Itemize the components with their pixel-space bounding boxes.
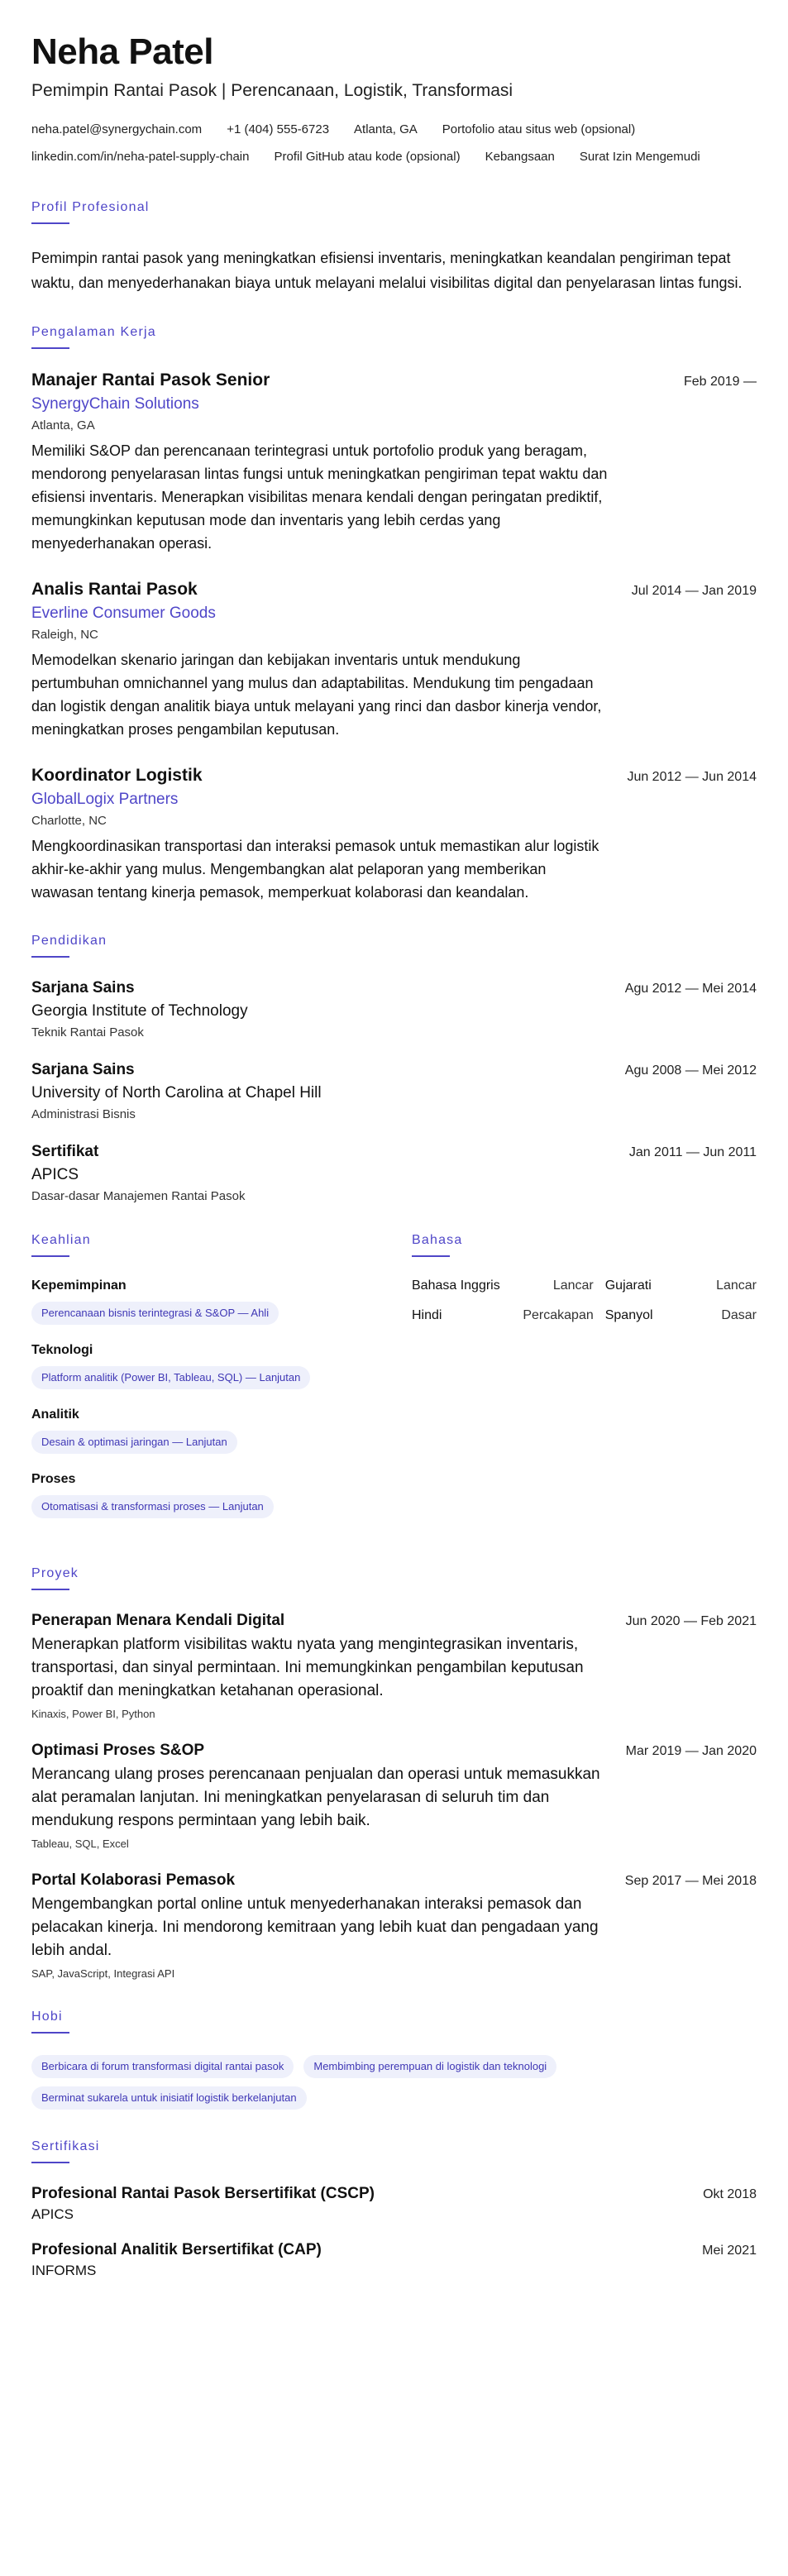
hobby-chip: Membimbing perempuan di logistik dan teknologi — [303, 2055, 556, 2078]
section-title: Pengalaman Kerja — [31, 325, 156, 339]
project-description: Merancang ulang proses perencanaan penjualan dan operasi untuk memasukkan alat peramalan lanjutan. Ini meningkatkan penyelarasan di seluruh tim dan mendukung respons permintaan yang lebih baik. — [31, 1766, 600, 1829]
section-title: Hobi — [31, 2010, 63, 2024]
contact-list — [31, 116, 757, 170]
job-description: Memodelkan skenario jaringan dan kebijakan inventaris untuk mendukung pertumbuhan omnichannel yang mulus dan adaptabilitas. Mendukung tim pengadaan dan logistik dengan analitik biaya untuk melayani yang rinci dan dasbor kinerja vendor, meningkatkan proses pengambilan keputusan. — [31, 652, 602, 738]
experience-section — [31, 325, 757, 904]
contact-nationality: Kebangsaan — [485, 150, 555, 164]
project-name: Optimasi Proses S&OP — [31, 1742, 205, 1759]
contact-location: Atlanta, GA — [354, 122, 418, 136]
school-name: Georgia Institute of Technology — [31, 1002, 248, 1020]
section-divider — [31, 222, 69, 224]
project-tech: Tableau, SQL, Excel — [31, 1838, 129, 1850]
company-name: GlobalLogix Partners — [31, 791, 179, 808]
section-divider — [31, 347, 69, 349]
section-title: Bahasa — [412, 1233, 463, 1247]
field-of-study: Teknik Rantai Pasok — [31, 1025, 144, 1039]
projects-section — [31, 1566, 757, 1980]
profile-summary: Pemimpin rantai pasok yang meningkatkan efisiensi inventaris, meningkatkan keandalan pengiriman tepat waktu, dan menyederhanakan biaya untuk melayani melalui visibilitas digital dan penyelarasan lintas fungsi. — [31, 250, 743, 291]
skill-category: Teknologi — [31, 1343, 93, 1357]
job-title: Manajer Rantai Pasok Senior — [31, 370, 270, 390]
field-of-study: Administrasi Bisnis — [31, 1107, 136, 1121]
languages-section — [412, 1233, 757, 1537]
hobby-list — [31, 2055, 676, 2110]
job-date: Feb 2019 — — [683, 375, 757, 389]
experience-entry — [31, 580, 757, 741]
project-description: Mengembangkan portal online untuk menyederhanakan interaksi pemasok dan pelacakan kinerja. Ini mendorong kemitraan yang lebih kuat dan pengadaan yang lebih andal. — [31, 1895, 599, 1959]
skill-category: Analitik — [31, 1407, 79, 1422]
certification-entry — [31, 2241, 757, 2279]
hobbies-section — [31, 2010, 757, 2110]
language-name: Gujarati — [604, 1278, 652, 1293]
certifications-section — [31, 2139, 757, 2279]
language-level: Lancar — [552, 1278, 594, 1293]
education-date: Agu 2012 — Mei 2014 — [624, 982, 757, 996]
job-description: Memiliki S&OP dan perencanaan terintegrasi untuk portofolio produk yang beragam, mendorong penyelarasan lintas fungsi untuk meningkatkan pengiriman tepat waktu dan efisiensi inventaris. Menerapkan visibilitas menara kendali dengan peringatan prediktif, memungkinkan keputusan mode dan inventaris yang lebih cerdas yang menyederhanakan operasi. — [31, 442, 608, 552]
skill-group — [31, 1472, 412, 1518]
contact-portfolio[interactable]: Portofolio atau situs web (opsional) — [442, 122, 636, 136]
degree: Sertifikat — [31, 1143, 99, 1160]
language-name: Hindi — [412, 1308, 442, 1322]
project-name: Penerapan Menara Kendali Digital — [31, 1612, 285, 1629]
skills-section — [31, 1233, 412, 1537]
job-description: Mengkoordinasikan transportasi dan interaksi pemasok untuk memastikan alur logistik akhir-ke-akhir yang mulus. Mengembangkan alat pelaporan yang memberikan wawasan tentang kinerja pemasok, memperkuat kolaborasi dan keandalan. — [31, 838, 599, 901]
experience-entry — [31, 766, 757, 904]
skill-category: Kepemimpinan — [31, 1278, 127, 1293]
project-tech: Kinaxis, Power BI, Python — [31, 1708, 155, 1720]
certification-date: Mei 2021 — [702, 2244, 757, 2258]
education-date: Agu 2008 — Mei 2012 — [624, 1063, 757, 1078]
job-date: Jul 2014 — Jan 2019 — [631, 584, 757, 598]
project-date: Jun 2020 — Feb 2021 — [625, 1614, 757, 1628]
skill-category: Proses — [31, 1472, 76, 1486]
degree: Sarjana Sains — [31, 979, 135, 996]
contact-license: Surat Izin Mengemudi — [579, 150, 700, 164]
contact-github[interactable]: Profil GitHub atau kode (opsional) — [274, 150, 461, 164]
education-date: Jan 2011 — Jun 2011 — [628, 1145, 757, 1159]
education-entry — [31, 1143, 757, 1203]
project-date: Mar 2019 — Jan 2020 — [625, 1744, 757, 1758]
contact-email[interactable]: neha.patel@synergychain.com — [31, 122, 203, 136]
project-name: Portal Kolaborasi Pemasok — [31, 1871, 236, 1889]
school-name: University of North Carolina at Chapel Hill — [31, 1084, 322, 1102]
skill-chip: Platform analitik (Power BI, Tableau, SQL) — Lanjutan — [31, 1366, 310, 1389]
hobby-chip: Berminat sukarela untuk inisiatif logistik berkelanjutan — [31, 2086, 307, 2110]
experience-entry — [31, 370, 757, 555]
certification-issuer: APICS — [31, 2206, 74, 2222]
language-list — [412, 1278, 757, 1323]
contact-linkedin[interactable]: linkedin.com/in/neha-patel-supply-chain — [31, 150, 250, 164]
language-level: Dasar — [721, 1308, 757, 1322]
degree: Sarjana Sains — [31, 1061, 135, 1078]
company-name: SynergyChain Solutions — [31, 395, 199, 413]
certification-name: Profesional Rantai Pasok Bersertifikat (CSCP) — [31, 2185, 375, 2202]
job-title: Analis Rantai Pasok — [31, 580, 198, 599]
language-name: Spanyol — [604, 1308, 653, 1322]
skill-chip: Otomatisasi & transformasi proses — Lanjutan — [31, 1495, 274, 1518]
profile-section — [31, 200, 757, 295]
headline: Pemimpin Rantai Pasok | Perencanaan, Logistik, Transformasi — [31, 81, 513, 100]
skill-chip: Desain & optimasi jaringan — Lanjutan — [31, 1431, 237, 1454]
education-entry — [31, 1061, 757, 1121]
skill-group — [31, 1343, 412, 1389]
project-entry — [31, 1871, 757, 1980]
resume-header — [31, 31, 757, 170]
field-of-study: Dasar-dasar Manajemen Rantai Pasok — [31, 1189, 246, 1203]
section-divider — [31, 1255, 69, 1257]
skill-group — [31, 1278, 412, 1325]
section-title: Proyek — [31, 1566, 79, 1580]
job-date: Jun 2012 — Jun 2014 — [627, 770, 757, 784]
project-date: Sep 2017 — Mei 2018 — [624, 1874, 757, 1888]
hobby-chip: Berbicara di forum transformasi digital rantai pasok — [31, 2055, 294, 2078]
skill-chip: Perencanaan bisnis terintegrasi & S&OP — Ahli — [31, 1302, 279, 1325]
job-location: Atlanta, GA — [31, 418, 95, 433]
language-level: Percakapan — [523, 1308, 594, 1322]
section-divider — [31, 2162, 69, 2163]
section-divider — [31, 1589, 69, 1590]
language-name: Bahasa Inggris — [412, 1278, 500, 1293]
certification-date: Okt 2018 — [703, 2187, 757, 2201]
section-divider — [412, 1255, 450, 1257]
project-description: Menerapkan platform visibilitas waktu nyata yang mengintegrasikan inventaris, transportasi, dan sinyal permintaan. Ini memungkinkan pengambilan keputusan proaktif dan meningkatkan ketahanan operasional. — [31, 1636, 584, 1699]
education-section — [31, 934, 757, 1203]
skill-group — [31, 1407, 412, 1454]
job-title: Koordinator Logistik — [31, 766, 203, 785]
section-title: Profil Profesional — [31, 200, 150, 214]
candidate-name: Neha Patel — [31, 31, 213, 72]
school-name: APICS — [31, 1166, 79, 1183]
section-divider — [31, 956, 69, 958]
language-level: Lancar — [716, 1278, 757, 1293]
section-title: Sertifikasi — [31, 2139, 100, 2153]
company-name: Everline Consumer Goods — [31, 605, 216, 622]
certification-name: Profesional Analitik Bersertifikat (CAP) — [31, 2241, 322, 2258]
education-entry — [31, 979, 757, 1039]
skills-languages-row — [31, 1233, 757, 1537]
section-title: Pendidikan — [31, 934, 107, 948]
contact-phone[interactable]: +1 (404) 555-6723 — [227, 122, 330, 136]
section-title: Keahlian — [31, 1233, 91, 1247]
section-divider — [31, 2032, 69, 2034]
certification-issuer: INFORMS — [31, 2263, 97, 2278]
job-location: Charlotte, NC — [31, 814, 107, 828]
job-location: Raleigh, NC — [31, 628, 98, 642]
project-entry — [31, 1742, 757, 1850]
project-tech: SAP, JavaScript, Integrasi API — [31, 1967, 175, 1980]
project-entry — [31, 1612, 757, 1720]
certification-entry — [31, 2185, 757, 2223]
